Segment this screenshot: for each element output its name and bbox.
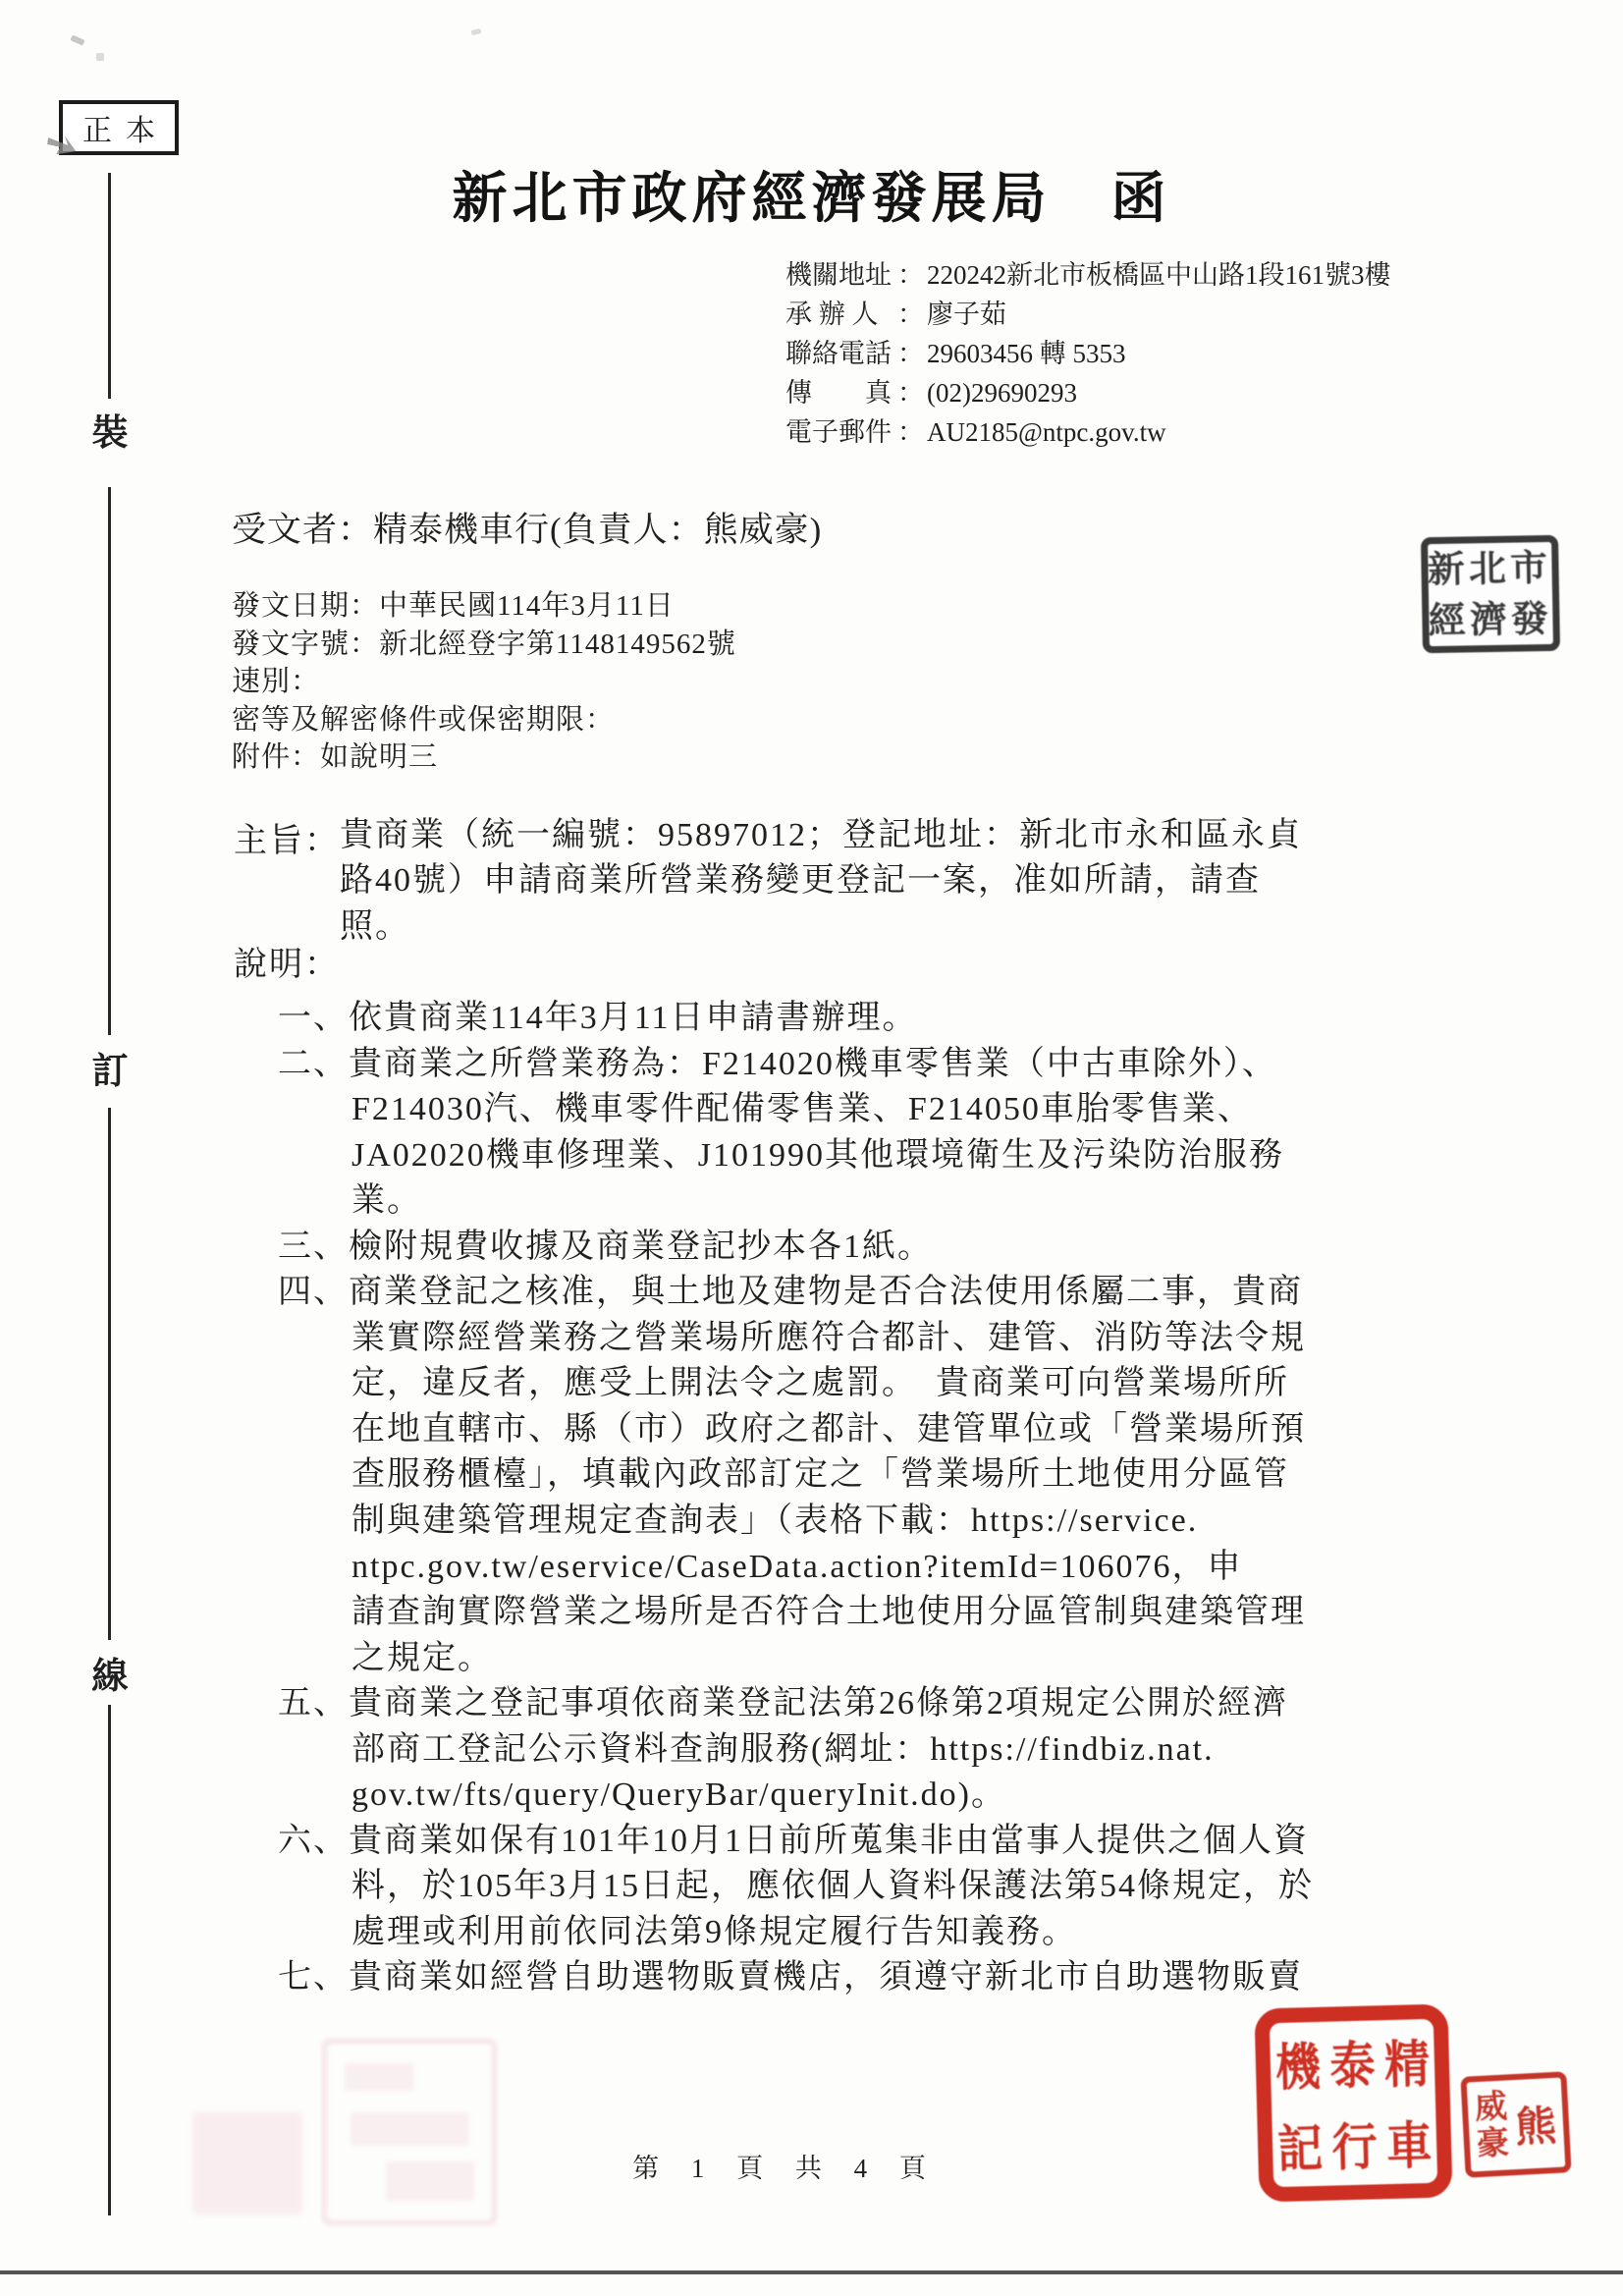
explanation-line: 制與建築管理規定查詢表」（表格下載：https://service.	[352, 1503, 1199, 1540]
scan-speck	[70, 34, 84, 45]
binding-line	[108, 487, 111, 1035]
ghost-stamp-texture	[351, 2112, 468, 2146]
scan-edge-line	[0, 2270, 1623, 2274]
business-seal-stamp	[1254, 2003, 1452, 2202]
explanation-line: 請查詢實際營業之場所是否符合土地使用分區管制與建築管理	[352, 1594, 1306, 1631]
sender-info-row	[785, 255, 1391, 295]
scan-speck	[96, 53, 104, 61]
explanation-line: ntpc.gov.tw/eservice/CaseData.action?itemId=106076，申	[352, 1548, 1243, 1585]
explanation-line: gov.tw/fts/query/QueryBar/queryInit.do)。	[352, 1777, 1006, 1814]
sender-info-row	[785, 334, 1391, 373]
binding-mark-ding: 訂	[91, 1052, 129, 1092]
business-seal-character: 車	[1385, 2117, 1434, 2175]
ghost-stamp-faint	[192, 2111, 302, 2214]
sender-field-label: 承 辦 人	[785, 300, 879, 329]
explanation-line: 料，於105年3月15日起，應依個人資料保護法第54條規定，於	[352, 1868, 1314, 1905]
business-seal-character: 行	[1330, 2119, 1379, 2177]
binding-line	[108, 1705, 111, 2215]
explanation-line: JA02020機車修理業、J101990其他環境衛生及污染防治服務	[352, 1136, 1285, 1174]
explanation-line: 一、依貴商業114年3月11日申請書辦理。	[278, 1000, 918, 1036]
explanation-line: 之規定。	[352, 1639, 493, 1676]
explanation-line: 定，違反者，應受上開法令之處罰。 貴商業可向營業場所所	[352, 1365, 1289, 1402]
sender-field-label: 機關地址	[785, 260, 892, 290]
business-seal-character: 機	[1274, 2038, 1322, 2097]
document-title: 新北市政府經濟發展局 函	[452, 169, 1171, 230]
binding-mark-xian: 線	[91, 1657, 129, 1697]
name-seal-character: 熊	[1513, 2104, 1558, 2152]
sender-field-value: AU2185@ntpc.gov.tw	[927, 417, 1166, 447]
meta-line: 密等及解密條件或保密期限：	[232, 703, 616, 736]
explanation-section	[278, 996, 1466, 2001]
copy-type-box	[59, 100, 179, 155]
sender-info-row	[785, 412, 1391, 452]
sender-field-label: 傳 真	[785, 378, 892, 408]
binding-mark-zhuang: 裝	[91, 413, 129, 454]
colon: ：	[897, 339, 924, 368]
scan-speck	[471, 28, 482, 35]
business-seal-character: 精	[1383, 2036, 1431, 2094]
meta-line: 發文日期：中華民國114年3月11日	[232, 590, 675, 622]
sender-info	[785, 255, 1391, 452]
meta-line: 速別：	[232, 666, 321, 698]
subject-line: 照。	[340, 907, 410, 945]
bureau-seal-stamp	[1421, 535, 1560, 653]
business-seal-character: 記	[1276, 2120, 1324, 2178]
sender-info-row	[785, 295, 1391, 334]
colon: ：	[897, 300, 924, 329]
explanation-line: 部商工登記公示資料查詢服務(網址：https://findbiz.nat.	[352, 1730, 1215, 1768]
sender-field-label: 電子郵件	[785, 417, 892, 447]
bureau-seal-row: 新北市	[1428, 547, 1553, 590]
subject-label: 主旨：	[234, 823, 340, 859]
name-seal-character: 威	[1474, 2089, 1508, 2127]
explanation-line: 三、檢附規費收據及商業登記抄本各1紙。	[278, 1228, 933, 1265]
recipient-line: 受文者：精泰機車行(負責人：熊威豪)	[232, 511, 823, 549]
name-seal-column	[1474, 2090, 1510, 2162]
binding-line	[108, 1108, 111, 1640]
explanation-line: 業實際經營業務之營業場所應符合都計、建管、消防等法令規	[352, 1319, 1306, 1356]
colon: ：	[897, 378, 924, 408]
meta-line: 附件：如說明三	[232, 741, 439, 774]
explanation-line: 四、商業登記之核准，與土地及建物是否合法使用係屬二事，貴商	[278, 1274, 1303, 1311]
bureau-seal-row: 經濟發	[1428, 598, 1553, 641]
ghost-stamp-texture	[386, 2161, 474, 2201]
explanation-line: 處理或利用前依同法第9條規定履行告知義務。	[352, 1913, 1077, 1950]
explanation-label: 說明：	[234, 947, 340, 983]
explanation-line: 二、貴商業之所營業務為：F214020機車零售業（中古車除外）、	[278, 1045, 1277, 1082]
business-seal-character: 泰	[1328, 2037, 1377, 2095]
sender-field-value: 廖子茹	[927, 300, 1006, 329]
name-seal-character: 豪	[1476, 2124, 1510, 2162]
copy-type-label: 正本	[82, 115, 169, 147]
explanation-line: F214030汽、機車零件配備零售業、F214050車胎零售業、	[352, 1091, 1253, 1128]
sender-info-row	[785, 373, 1391, 412]
sender-field-label: 聯絡電話	[785, 339, 892, 368]
sender-field-value: 220242新北市板橋區中山路1段161號3樓	[927, 260, 1391, 290]
explanation-line: 查服務櫃檯」，填載內政部訂定之「營業場所土地使用分區管	[352, 1456, 1289, 1494]
explanation-line: 在地直轄市、縣（市）政府之都計、建管單位或「營業場所預	[352, 1410, 1306, 1448]
meta-lines	[232, 587, 736, 777]
explanation-line: 五、貴商業之登記事項依商業登記法第26條第2項規定公開於經濟	[278, 1685, 1288, 1722]
ghost-stamp-texture	[345, 2063, 413, 2091]
explanation-line: 七、貴商業如經營自助選物販賣機店，須遵守新北市自助選物販賣	[278, 1959, 1303, 1996]
colon: ：	[897, 417, 924, 447]
explanation-line: 業。	[352, 1182, 422, 1220]
name-seal-stamp	[1460, 2071, 1571, 2178]
subject-line: 路40號）申請商業所營業務變更登記一案，准如所請，請查	[340, 862, 1261, 900]
colon: ：	[897, 260, 924, 290]
ghost-stamp	[322, 2039, 497, 2225]
sender-field-value: 29603456 轉 5353	[927, 339, 1126, 368]
subject-line: 貴商業（統一編號：95897012；登記地址：新北市永和區永貞	[340, 817, 1302, 853]
meta-line: 發文字號：新北經登字第1148149562號	[232, 628, 736, 660]
sender-field-value: (02)29690293	[927, 378, 1077, 408]
page-footer: 第 1 頁 共 4 頁	[632, 2154, 939, 2183]
explanation-line: 六、貴商業如保有101年10月1日前所蒐集非由當事人提供之個人資	[278, 1822, 1309, 1859]
subject-section	[340, 813, 1459, 950]
